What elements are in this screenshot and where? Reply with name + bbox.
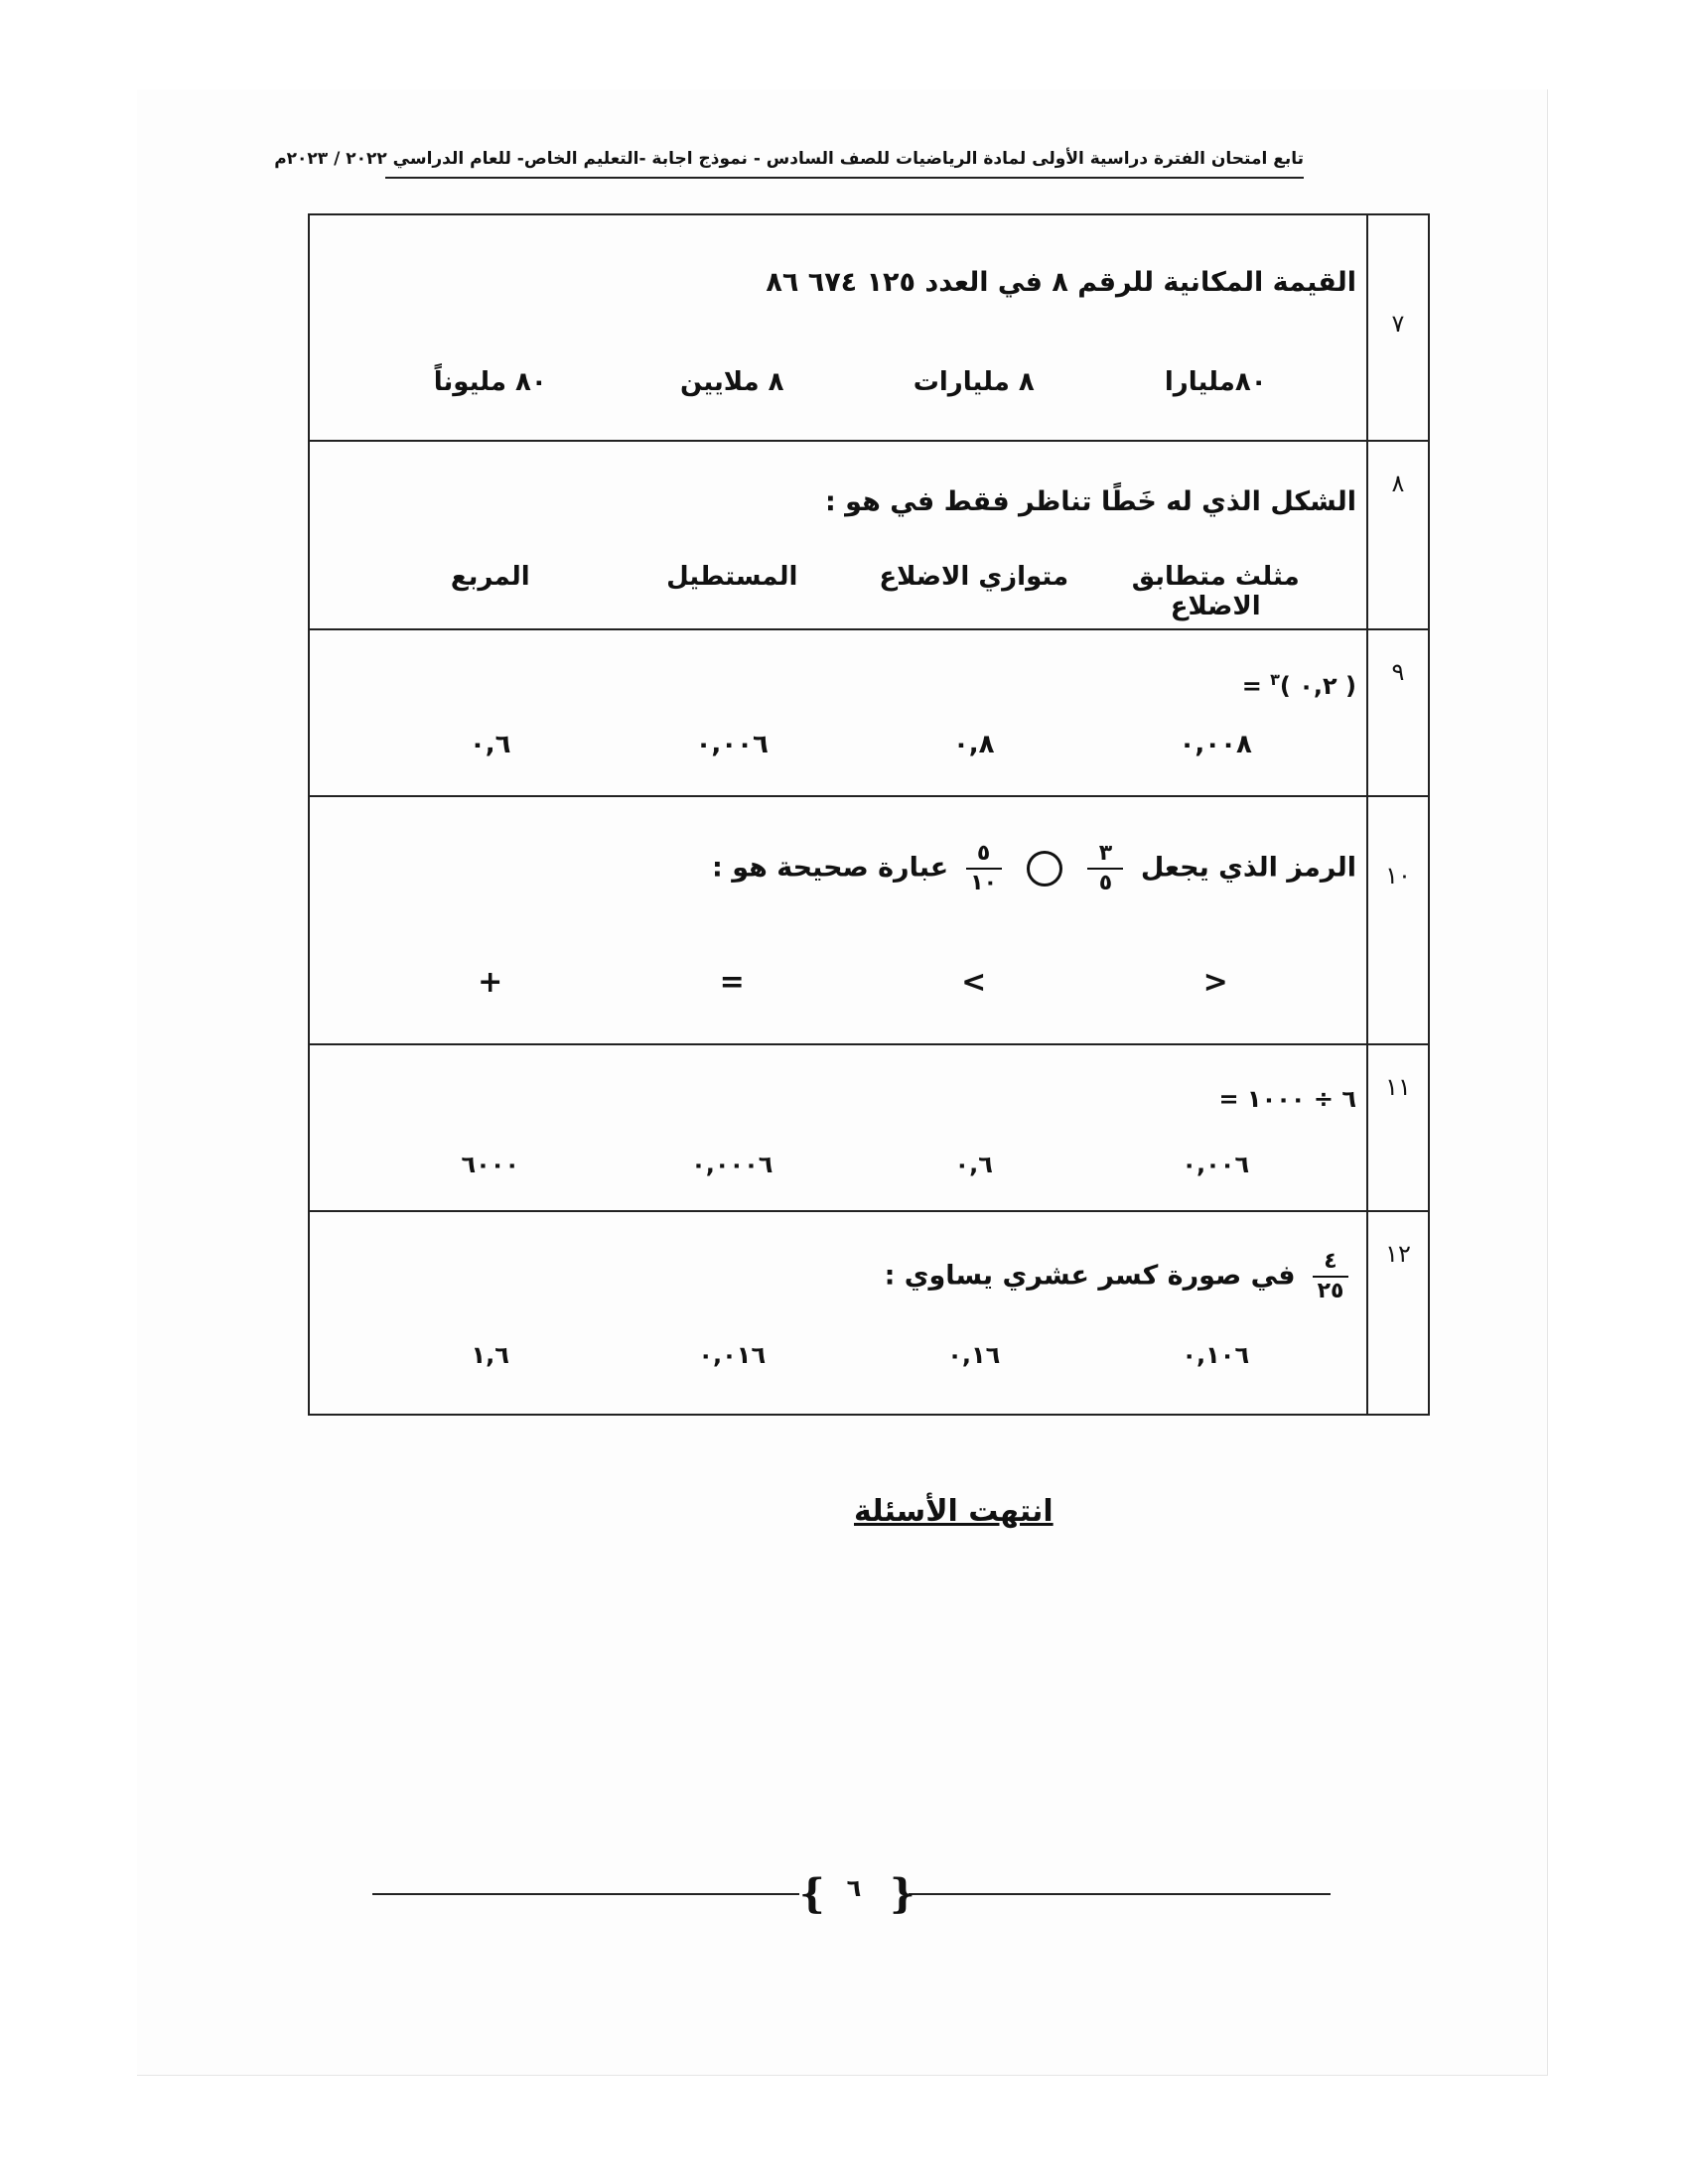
- question-row-8: [309, 441, 1429, 629]
- question-text: القيمة المكانية للرقم ٨ في العدد ١٢٥ ٦٧٤ ٨٦: [766, 267, 1356, 298]
- question-cell: [309, 1211, 1367, 1415]
- option-c[interactable]: ٠,٨: [952, 730, 995, 759]
- option-d[interactable]: ٠,٠٠٨: [1179, 730, 1252, 759]
- question-row-12: [309, 1211, 1429, 1415]
- option-a[interactable]: +: [478, 965, 503, 1001]
- question-number: ٨: [1367, 441, 1429, 629]
- fraction-denominator: ١٠: [970, 871, 998, 896]
- question-cell: [309, 214, 1367, 441]
- page-number: ٦: [846, 1874, 862, 1902]
- option-d[interactable]: <: [1202, 965, 1228, 1001]
- question-number: ١٠: [1367, 796, 1429, 1044]
- question-text-end: في صورة كسر عشري يساوي :: [884, 1260, 1296, 1292]
- option-a[interactable]: ٠,٦: [469, 730, 511, 759]
- power-exponent: ٣: [1270, 670, 1280, 689]
- footer-rule-left: [372, 1893, 799, 1895]
- fraction-numerator: ٣: [1098, 841, 1113, 866]
- fraction-denominator: ٥: [1098, 871, 1113, 896]
- option-a[interactable]: ١,٦: [471, 1341, 509, 1370]
- end-of-questions: انتهت الأسئلة: [854, 1494, 1054, 1529]
- options-row: [310, 1151, 1366, 1178]
- fraction-bar: [1313, 1276, 1348, 1278]
- option-c[interactable]: ٠,١٦: [947, 1341, 1001, 1370]
- options-row: [310, 730, 1366, 759]
- option-b[interactable]: ٠,٠٠٠٦: [691, 1151, 774, 1178]
- question-text-end: عبارة صحيحة هو :: [712, 852, 949, 884]
- option-c[interactable]: >: [961, 965, 987, 1001]
- fraction-bar: [966, 868, 1002, 870]
- fraction-three-fifths: [1087, 842, 1123, 895]
- option-a[interactable]: ٨٠ مليوناً: [433, 367, 547, 397]
- option-a[interactable]: ٦٠٠٠: [461, 1151, 520, 1178]
- option-b[interactable]: =: [719, 965, 745, 1001]
- option-c[interactable]: متوازي الاضلاع: [879, 562, 1069, 592]
- question-text: ٦ ÷ ١٠٠٠ =: [1218, 1085, 1356, 1113]
- question-text: [310, 797, 1366, 895]
- option-b[interactable]: المستطيل: [666, 562, 798, 592]
- question-row-11: [309, 1044, 1429, 1211]
- fraction-numerator: ٤: [1324, 1249, 1337, 1274]
- question-row-10: [309, 796, 1429, 1044]
- options-row: [310, 367, 1366, 397]
- question-text: الشكل الذي له خَطًا تناظر فقط في هو :: [824, 486, 1356, 517]
- fraction-bar: [1087, 868, 1123, 870]
- option-d[interactable]: ٨٠مليارا: [1164, 367, 1267, 397]
- question-number: ٧: [1367, 214, 1429, 441]
- fraction-numerator: ٥: [976, 841, 991, 866]
- fraction-four-twentyfifths: [1313, 1250, 1348, 1303]
- options-row: [310, 562, 1366, 621]
- question-cell: [309, 796, 1367, 1044]
- left-brace-icon: {: [799, 1870, 825, 1917]
- power-base: ( ٠,٢ ): [1279, 672, 1356, 700]
- question-cell: [309, 1044, 1367, 1211]
- footer-rule-right: [909, 1893, 1331, 1895]
- question-row-9: [309, 629, 1429, 796]
- fraction-five-tenths: [966, 842, 1002, 895]
- question-row-7: [309, 214, 1429, 441]
- question-number: ١٢: [1367, 1211, 1429, 1415]
- question-text-start: الرمز الذي يجعل: [1140, 852, 1356, 884]
- option-a[interactable]: المربع: [450, 562, 530, 592]
- option-b[interactable]: ٨ ملايين: [679, 367, 784, 397]
- right-brace-icon: }: [890, 1870, 915, 1917]
- question-cell: [309, 629, 1367, 796]
- equals-sign: =: [1241, 672, 1262, 700]
- question-text: [310, 1212, 1366, 1303]
- option-d[interactable]: ٠,١٠٦: [1182, 1341, 1250, 1370]
- page-header: تابع امتحان الفترة دراسية الأولى لمادة الرياضيات للصف السادس - نموذج اجابة -التعليم الخاص- للعام الدراسي ٢٠٢٢ / ٢٠٢٣م: [274, 149, 1304, 169]
- questions-table: [308, 213, 1430, 1416]
- question-number: ١١: [1367, 1044, 1429, 1211]
- question-cell: [309, 441, 1367, 629]
- option-b[interactable]: ٠,٠١٦: [698, 1341, 767, 1370]
- option-d[interactable]: مثلث متطابق الاضلاع: [1131, 562, 1300, 621]
- option-d[interactable]: ٠,٠٠٦: [1182, 1151, 1250, 1178]
- blank-circle-icon: [1027, 851, 1062, 887]
- option-c[interactable]: ٠,٦: [954, 1151, 993, 1178]
- option-b[interactable]: ٠,٠٠٦: [695, 730, 769, 759]
- header-underline: [385, 177, 1304, 179]
- question-text: [310, 630, 1366, 700]
- option-c[interactable]: ٨ مليارات: [913, 367, 1035, 397]
- question-number: ٩: [1367, 629, 1429, 796]
- options-row: [310, 1341, 1366, 1369]
- fraction-denominator: ٢٥: [1317, 1279, 1344, 1304]
- options-row: [310, 965, 1366, 1000]
